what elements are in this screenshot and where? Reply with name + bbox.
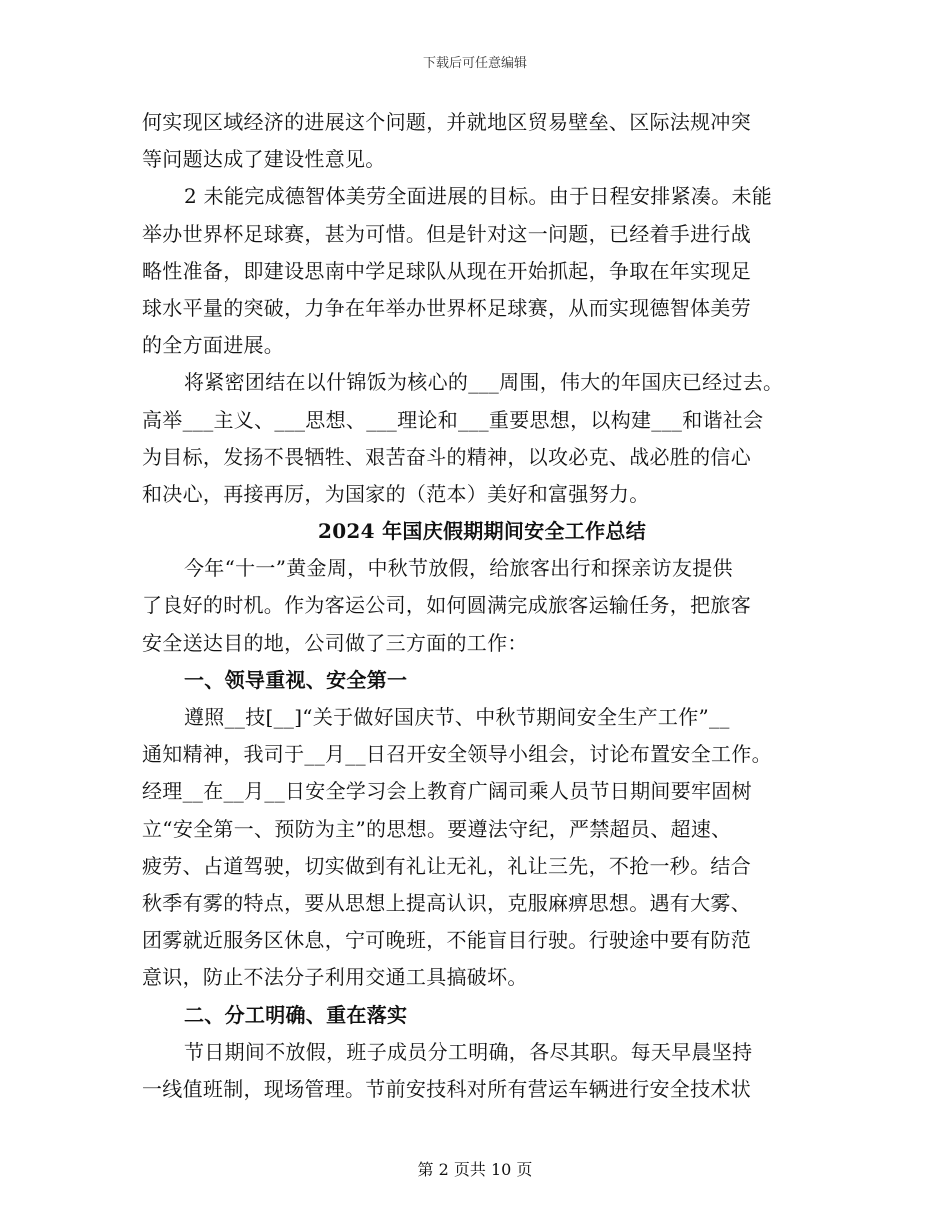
body-line: 略性准备，即建设思南中学足球队从现在开始抓起，争取在年实现足 (142, 258, 751, 283)
body-line: 何实现区域经济的进展这个问题，并就地区贸易壁垒、区际法规冲突 (142, 110, 751, 134)
body-line: 和决心，再接再厉，为国家的（范本）美好和富强努力。 (142, 481, 650, 506)
paragraph-start: 遵照__技[__]“关于做好国庆节、中秋节期间安全生产工作”__ (184, 705, 730, 729)
body-line: 球水平量的突破，力争在年举办世界杯足球赛，从而实现德智体美劳 (142, 295, 751, 320)
document-body (142, 104, 822, 1108)
body-line: 一线值班制，现场管理。节前安技科对所有营运车辆进行安全技术状 (142, 1076, 751, 1101)
body-line: 举办世界杯足球赛，甚为可惜。但是针对这一问题，已经着手进行战 (142, 221, 751, 246)
page-footer: 第 2 页共 10 页 (417, 1160, 533, 1179)
body-line: 秋季有雾的特点，要从思想上提高认识，克服麻痹思想。遇有大雾、 (142, 890, 751, 915)
body-line: 意识，防止不法分子利用交通工具搞破坏。 (142, 965, 528, 990)
body-line: 为目标，发扬不畏牺牲、艰苦奋斗的精神，以攻必克、战必胜的信心 (142, 444, 751, 469)
body-line: 疲劳、占道驾驶，切实做到有礼让无礼，礼让三先，不抢一秒。结合 (142, 853, 751, 878)
body-line: 安全送达目的地，公司做了三方面的工作： (142, 630, 528, 655)
body-line: 高举___主义、___思想、___理论和___重要思想，以构建___和谐社会 (142, 407, 764, 432)
body-line: 了良好的时机。作为客运公司，如何圆满完成旅客运输任务，把旅客 (142, 593, 751, 618)
paragraph-start: 节日期间不放假，班子成员分工明确，各尽其职。每天早晨坚持 (184, 1039, 753, 1064)
section-heading-1: 一、领导重视、安全第一 (184, 667, 408, 692)
body-line: 团雾就近服务区休息，宁可晚班，不能盲目行驶。行驶途中要有防范 (142, 928, 751, 953)
body-line: 的全方面进展。 (142, 333, 285, 358)
paragraph-start: 2 未能完成德智体美劳全面进展的目标。由于日程安排紧凑。未能 (184, 184, 773, 209)
paragraph-start: 将紧密团结在以什锦饭为核心的___周围，伟大的年国庆已经过去。 (184, 370, 784, 395)
section-heading-2: 二、分工明确、重在落实 (184, 1002, 408, 1027)
document-title: 2024 年国庆假期期间安全工作总结 (317, 519, 647, 544)
body-line: 等问题达成了建设性意见。 (142, 147, 386, 172)
body-line: 立“安全第一、预防为主”的思想。要遵法守纪，严禁超员、超速、 (142, 816, 732, 841)
page-header: 下载后可任意编辑 (422, 56, 527, 71)
paragraph-start: 今年“十一”黄金周，中秋节放假，给旅客出行和探亲访友提供 (184, 556, 733, 581)
body-line: 经理__在__月__日安全学习会上教育广阔司乘人员节日期间要牢固树 (142, 779, 752, 804)
body-line: 通知精神，我司于__月__日召开安全领导小组会，讨论布置安全工作。 (142, 742, 772, 767)
